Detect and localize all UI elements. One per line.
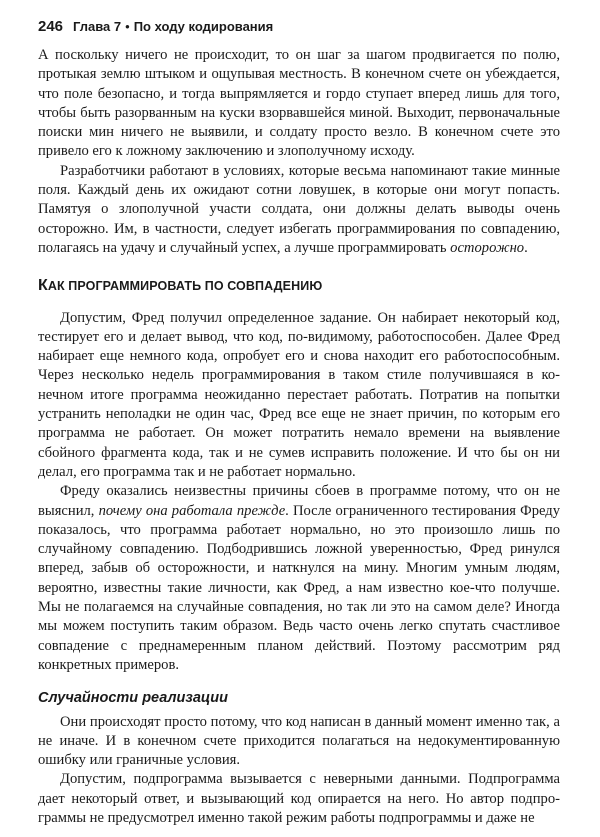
page-body [38,46,560,828]
subsection-paragraph-1: Они происходят просто потому, что код написан в данный момент именно так, а не иначе. И в конечном счете приходится полагаться на недокументированную ошибку или граничные условия. [38,713,560,769]
running-header [38,18,560,35]
chapter-label: Глава 7 [73,19,122,34]
header-separator: • [125,19,130,34]
chapter-title: По ходу кодирования [133,19,274,34]
subsection-paragraph-2: Допустим, подпрограмма вызывается с неверными данными. Подпрограмма дает некоторый ответ, и вызывающий код опирается на него. Но автор подпрограммы не предусмотрел именно такой режим работы подпрограммы и даже не [38,771,560,826]
paragraph-intro-2-end: . [524,239,528,256]
section-heading-rest: АК ПРОГРАММИРОВАТЬ ПО СОВПАДЕНИЮ [47,279,323,294]
section-heading-initial: К [38,277,48,295]
section-paragraph-2-b: . После ограниченного тестирования Фреду показалось, что программа работает нормально, но это произошло лишь по случайному совпадению. Подбодрившись ложной уверенностью, Фред ринулся вперед, забыв об осторожности, и наткнулся на мину. Многим умным людям, вероятно, известны такие личности, как Фред, а нам известно кое-что получше. Мы не полагаемся на случайные совпадения, но так ли это на самом деле? Иногда мы можем поступить таким образом. Ведь часто очень легко спутать счастливое совпадение с преднамеренным планом действий. Поэтому рассмотрим ряд конкретных примеров. [38,502,560,673]
page-number: 246 [38,18,64,35]
subsection-heading: Случайности реализации [38,690,228,707]
paragraph-intro-1: А поскольку ничего не происходит, то он шаг за шагом продвигается по полю, протыкая землю штыком и ощупывая местность. В конечном счете он убеждается, что поле безопасно, и тогда выпрямляется и гордо ступает вперед лишь для того, чтобы быть разорванным на куски взорвавшейся миной. Выходит, первоначальные поиски мин ничего не выявили, и солдату просто везло. В конечном счете это привело его к ложному заключению и злополучному исходу. [38,47,560,160]
section-heading [38,276,560,296]
paragraph-intro-2 [38,162,560,258]
section-paragraph-2-a: Фреду оказались неизвестны причины сбоев в программе потому, что он не выяснил, [38,483,560,519]
section-paragraph-2-emphasis: почему она работала прежде [98,502,286,519]
section-paragraph-2 [38,482,560,675]
section-paragraph-1: Допустим, Фред получил определенное задание. Он набирает некоторый код, тестирует его и делает вывод, что код, по-видимому, работоспособен. Далее Фред набирает еще немного кода, опробует его и снова находит его работоспособным. Через несколько недель программирования в таком стиле получившаяся в конечном итоге программа неожиданно перестает работать. Потратив на попытки устранить неполадки не один час, Фред все еще не знает причин, по которым его программа не работает. Он может потратить немало времени на выявление сбойного фрагмента кода, так и не сумев исправить положение. И что бы он ни делал, его программа так и не работает нормально. [38,309,560,480]
paragraph-intro-2-text: Разработчики работают в условиях, которые весьма напоминают такие минные поля. Каждый день их ожидают сотни ловушек, в которые они могут попасть. Памятуя о злополучной участи солдата, они должны делать выводы очень осторожно. Им, в частности, следует избегать программирования по совпадению, полагаясь на удачу и случайный успех, а лучше программировать [38,162,560,256]
paragraph-intro-2-emphasis: осторожно [450,239,525,256]
